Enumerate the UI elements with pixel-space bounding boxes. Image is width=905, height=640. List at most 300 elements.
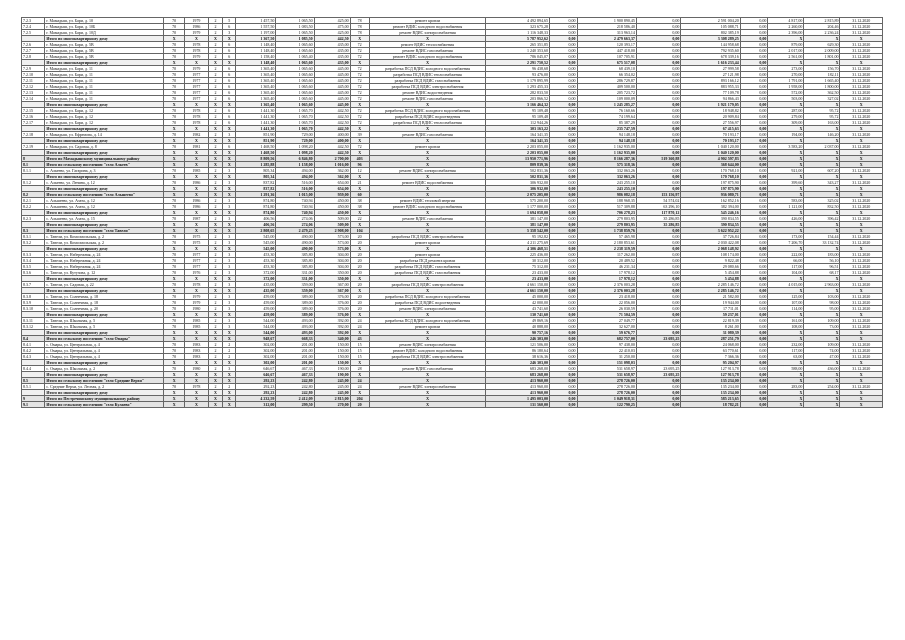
table-cell: 893 166,12 — [681, 78, 740, 84]
table-cell: 413 960,00 — [486, 384, 550, 390]
table-cell: 1986 — [185, 198, 208, 204]
table-cell: 312,00 — [236, 402, 276, 408]
table-cell: 2 — [208, 54, 223, 60]
table-cell: 283,00 — [768, 384, 804, 390]
table-cell: 475,00 — [314, 24, 350, 30]
table-cell: ремонт ВДИС водоснабжения — [369, 180, 486, 186]
table-cell: 392,00 — [314, 318, 350, 324]
table-cell: Х — [208, 36, 223, 42]
table-cell: 400,00 — [314, 132, 350, 138]
table-cell: 70 — [164, 108, 185, 114]
table-cell: 453,30 — [236, 264, 276, 270]
table-cell: 385,80 — [276, 252, 314, 258]
table-cell: 8.3.6 — [22, 270, 45, 276]
table-cell: Х — [208, 288, 223, 294]
table-cell: 15 — [350, 354, 369, 360]
table-cell: 376,00 — [314, 294, 350, 300]
table-cell: 66 354,02 — [577, 72, 636, 78]
table-cell: 7.2.16 — [22, 114, 45, 120]
table-cell: Х — [223, 162, 236, 168]
table-cell: 2 — [208, 42, 223, 48]
table-cell: 2 037,00 — [804, 144, 840, 150]
table-cell: ремонт ВДИС теплоснабжения — [369, 42, 486, 48]
table-cell: 0,00 — [549, 246, 577, 252]
table-cell: 0,00 — [636, 120, 681, 126]
table-cell: г. Мамадыш, ул. Садовая, д. 8 — [45, 144, 164, 150]
table-cell: Х — [164, 126, 185, 132]
table-cell: 197 875,90 — [681, 186, 740, 192]
table-cell: 59 676,77 — [577, 330, 636, 336]
table-cell: Итого по сельскому поселению "село Кулаево" — [45, 402, 164, 408]
table-cell: Х — [208, 378, 223, 384]
table-cell: 493,00 — [276, 330, 314, 336]
table-cell: 8.3.9 — [22, 300, 45, 306]
table-cell: 32 627,00 — [577, 324, 636, 330]
table-cell: 390 834,55 — [681, 222, 740, 228]
table-cell: 201,00 — [276, 348, 314, 354]
table-cell: 1979 — [185, 30, 208, 36]
table-cell: 0,00 — [740, 180, 768, 186]
table-cell: 60 — [350, 192, 369, 198]
table-cell: 1 040 120,00 — [681, 150, 740, 156]
table-cell: 0,00 — [740, 126, 768, 132]
table-cell: 70 — [164, 30, 185, 36]
table-cell: 0,00 — [549, 42, 577, 48]
table-cell: 54 574,02 — [636, 198, 681, 204]
table-cell: 372,00 — [236, 270, 276, 276]
table-cell: 20 — [350, 252, 369, 258]
table-cell: разработка ПСД ВДИС электроснабжения — [369, 282, 486, 288]
table-cell: Итого по сельскому поселению "село Средние Верхи" — [45, 378, 164, 384]
table-cell: 362,00 — [314, 168, 350, 174]
table-cell: 2 — [208, 282, 223, 288]
table-cell: 0,00 — [740, 240, 768, 246]
table-cell: 2 017,00 — [768, 48, 804, 54]
table-cell: Итого по многоквартирному дому — [45, 360, 164, 366]
table-cell: 31.12.2020 — [840, 84, 883, 90]
table-cell: Х — [369, 246, 486, 252]
table-cell: 740,94 — [276, 198, 314, 204]
table-cell: Итого по многоквартирному дому — [45, 276, 164, 282]
table-cell: 1 179 895,99 — [486, 78, 550, 84]
table-cell: 146,20 — [804, 132, 840, 138]
table-cell: 426,00 — [768, 216, 804, 222]
table-cell: 95 204,97 — [681, 360, 740, 366]
table-cell: 20 — [350, 258, 369, 264]
table-cell: 331,00 — [276, 276, 314, 282]
table-cell: 3 622 952,22 — [681, 228, 740, 234]
table-cell: Х — [208, 246, 223, 252]
table-cell: Х — [223, 246, 236, 252]
table-cell: 503,00 — [768, 96, 804, 102]
table-cell: 8.3.4 — [22, 258, 45, 264]
table-cell: Х — [223, 330, 236, 336]
table-cell: Х — [840, 336, 883, 342]
table-cell: 0,00 — [549, 210, 577, 216]
table-cell: Х — [208, 150, 223, 156]
table-cell: 1 365,40 — [236, 78, 276, 84]
table-cell: г. Мамадыш, ул. Бари, д. 5В — [45, 54, 164, 60]
table-cell: 1 065,60 — [276, 102, 314, 108]
table-cell: 150,00 — [314, 348, 350, 354]
table-cell: 494,00 — [276, 174, 314, 180]
table-cell: 425,00 — [314, 18, 350, 24]
table-cell: Х — [804, 360, 840, 366]
table-cell: 6 — [223, 84, 236, 90]
table-cell: 0,00 — [636, 18, 681, 24]
table-cell: 0,00 — [549, 192, 577, 198]
table-cell: 5 787 952,62 — [486, 36, 550, 42]
table-cell: 0,00 — [549, 300, 577, 306]
table-cell: 17 978,12 — [577, 270, 636, 276]
table-cell: 435,00 — [314, 42, 350, 48]
table-cell: 459,00 — [236, 300, 276, 306]
table-cell: 3 — [223, 306, 236, 312]
table-cell: 109,00 — [804, 342, 840, 348]
table-cell: 3 — [223, 204, 236, 210]
table-cell: 0,00 — [740, 348, 768, 354]
table-cell: 1977 — [185, 78, 208, 84]
table-cell: 2 — [208, 294, 223, 300]
table-cell: 2 — [208, 168, 223, 174]
table-cell: 0,00 — [636, 348, 681, 354]
table-cell: Х — [768, 186, 804, 192]
table-cell: 8.5.1 — [22, 384, 45, 390]
table-cell: 20 — [350, 306, 369, 312]
table-cell: 435,00 — [314, 54, 350, 60]
table-cell: Итого по многоквартирному дому — [45, 210, 164, 216]
table-cell: 95 109,48 — [486, 114, 550, 120]
table-cell: 362,50 — [804, 90, 840, 96]
table-cell: Х — [350, 312, 369, 318]
table-cell: 6 846,80 — [276, 156, 314, 162]
table-cell: 331,00 — [276, 270, 314, 276]
table-cell: 2 561,00 — [768, 54, 804, 60]
table-cell: 0,00 — [549, 306, 577, 312]
table-cell: 183,00 — [804, 252, 840, 258]
table-cell: 74 199,64 — [577, 114, 636, 120]
table-cell: с. Омары, ул. Центральная, д. 4 — [45, 354, 164, 360]
table-cell: 31.12.2020 — [840, 204, 883, 210]
table-cell: 3 — [223, 258, 236, 264]
table-cell: Х — [768, 336, 804, 342]
table-cell: Х — [804, 246, 840, 252]
table-cell: разработка ПСД ВДИС теплоснабжения — [369, 72, 486, 78]
table-cell: 31 250,00 — [577, 354, 636, 360]
table-cell: 125,00 — [768, 294, 804, 300]
table-cell: Итого по сельскому поселению "село Тавели" — [45, 228, 164, 234]
table-cell: 459,00 — [236, 312, 276, 318]
table-cell: 31.12.2020 — [840, 270, 883, 276]
table-cell: 453,30 — [236, 258, 276, 264]
table-cell: 0,00 — [549, 120, 577, 126]
table-cell: 31.12.2020 — [840, 144, 883, 150]
table-cell: Х — [350, 372, 369, 378]
table-cell: 245,00 — [314, 378, 350, 384]
table-cell: 72 — [350, 84, 369, 90]
table-cell: 1978 — [185, 114, 208, 120]
table-cell: 2 700,00 — [314, 156, 350, 162]
table-cell: 7.2.13 — [22, 90, 45, 96]
table-cell: 3 — [223, 294, 236, 300]
table-cell: ремонт ВДИС водоотведения — [369, 90, 486, 96]
table-cell: 70 — [164, 318, 185, 324]
table-cell: 1978 — [185, 384, 208, 390]
table-cell: 545,00 — [236, 240, 276, 246]
table-cell: 0,00 — [740, 66, 768, 72]
table-cell: Х — [164, 192, 185, 198]
table-cell: 4 492 894,65 — [486, 18, 550, 24]
table-cell: 95 109,48 — [486, 108, 550, 114]
table-cell: 1 083,50 — [276, 24, 314, 30]
table-cell: Х — [164, 102, 185, 108]
table-cell: 31.12.2020 — [840, 342, 883, 348]
table-cell: Х — [369, 60, 486, 66]
table-cell: 7.2.6 — [22, 42, 45, 48]
table-cell: 72 — [350, 108, 369, 114]
table-cell: 1 065,60 — [276, 66, 314, 72]
table-cell: 4 232,59 — [236, 396, 276, 402]
table-cell: 39 — [350, 132, 369, 138]
table-cell: Х — [223, 174, 236, 180]
table-cell: 573,00 — [314, 234, 350, 240]
table-cell: 442,50 — [314, 144, 350, 150]
table-cell: 2 479,25 — [276, 228, 314, 234]
table-cell: 0,00 — [636, 42, 681, 48]
table-cell: 0,00 — [549, 66, 577, 72]
table-cell: 1 065,60 — [276, 48, 314, 54]
table-cell: с. Тавели, ул. Набережная, д. 24 — [45, 264, 164, 270]
table-cell: 0,00 — [740, 78, 768, 84]
table-cell: ремонт ВДИС газоснабжения — [369, 96, 486, 102]
table-cell: 130 741,60 — [486, 312, 550, 318]
table-cell: 1 365,40 — [236, 90, 276, 96]
table-cell: 1979 — [185, 54, 208, 60]
table-cell: 12 — [350, 168, 369, 174]
table-cell: Х — [185, 162, 208, 168]
table-cell: 1 065,60 — [276, 60, 314, 66]
table-cell: 646,67 — [236, 366, 276, 372]
table-cell: Х — [164, 156, 185, 162]
table-cell: 2 291 750,52 — [486, 60, 550, 66]
table-cell: Х — [369, 162, 486, 168]
table-cell: 883 955,33 — [681, 84, 740, 90]
table-cell: Х — [350, 138, 369, 144]
table-cell: г. Мамадыш, ул. Бари, д. 11 — [45, 84, 164, 90]
table-cell: с. Тавели, ул. Кутузова, д. 12 — [45, 270, 164, 276]
table-cell: 1976 — [185, 270, 208, 276]
table-cell: 0,00 — [636, 324, 681, 330]
table-cell: 792 935,60 — [681, 48, 740, 54]
table-cell: Х — [223, 390, 236, 396]
table-body — [22, 18, 883, 408]
table-cell: Х — [223, 396, 236, 402]
table-cell: 1 557,50 — [236, 24, 276, 30]
table-cell: 0,00 — [636, 312, 681, 318]
table-cell: 8.4.2 — [22, 348, 45, 354]
table-cell: 2 — [208, 198, 223, 204]
table-cell: 3 — [223, 132, 236, 138]
table-cell: 0,00 — [740, 138, 768, 144]
table-cell: 1 162 935,00 — [577, 150, 636, 156]
table-cell: Х — [185, 246, 208, 252]
table-cell: 986 082,18 — [577, 192, 636, 198]
table-cell: 135 234,00 — [681, 390, 740, 396]
table-cell: с. Тавели, ул. Комсомольская, д. 2 — [45, 240, 164, 246]
table-cell: 204,46 — [804, 24, 840, 30]
table-cell: 1 065,70 — [276, 108, 314, 114]
table-cell: 0,00 — [549, 162, 577, 168]
table-cell: с. Омары, ул. Центральная, д. 4 — [45, 342, 164, 348]
table-cell: 70 — [164, 294, 185, 300]
table-cell: 7.2.4 — [22, 24, 45, 30]
table-cell: Х — [369, 378, 486, 384]
table-cell: Х — [840, 162, 883, 168]
table-cell: Х — [208, 222, 223, 228]
table-cell: 0,00 — [549, 384, 577, 390]
table-cell: 0,00 — [740, 354, 768, 360]
table-cell: 0,00 — [740, 156, 768, 162]
table-cell: Итого по многоквартирному дому — [45, 36, 164, 42]
table-cell: 70 — [164, 264, 185, 270]
table-cell: 135 234,00 — [681, 384, 740, 390]
table-cell: 340,00 — [314, 336, 350, 342]
table-cell: разработка ПСД ВДИС теплоснабжения — [369, 120, 486, 126]
table-cell: 362,00 — [314, 174, 350, 180]
table-cell: 382 394,00 — [681, 204, 740, 210]
table-cell: Х — [223, 276, 236, 282]
table-cell: 0,00 — [636, 402, 681, 408]
table-cell: 31.12.2020 — [840, 132, 883, 138]
table-cell: 0,00 — [740, 330, 768, 336]
table-cell: 9 822,48 — [681, 258, 740, 264]
table-cell: 1 365,40 — [236, 102, 276, 108]
table-cell: 246 303,00 — [486, 360, 550, 366]
table-cell: Х — [223, 60, 236, 66]
table-cell: 31.12.2020 — [840, 42, 883, 48]
table-cell: 8.2 — [22, 192, 45, 198]
table-cell: 70 — [164, 342, 185, 348]
table-cell: 8.3.8 — [22, 294, 45, 300]
table-cell: 2 — [223, 348, 236, 354]
table-cell: 45 000,00 — [486, 294, 550, 300]
table-cell: 72 — [350, 120, 369, 126]
table-cell: 7.2.12 — [22, 84, 45, 90]
table-cell: 1977 — [185, 72, 208, 78]
table-cell: 654,00 — [314, 180, 350, 186]
table-cell: 31.12.2020 — [840, 384, 883, 390]
table-cell: 832,50 — [804, 204, 840, 210]
table-cell: 413 960,00 — [486, 390, 550, 396]
table-cell: 8 809,56 — [236, 156, 276, 162]
table-cell: Х — [840, 372, 883, 378]
table-cell: 23 695,25 — [636, 372, 681, 378]
table-cell: 2 591 004,20 — [681, 18, 740, 24]
table-cell: 588,00 — [768, 366, 804, 372]
table-cell: г. Мамадыш, ул. Бари, д. 10Б — [45, 24, 164, 30]
table-cell: 38 — [350, 204, 369, 210]
table-cell: 292,23 — [236, 384, 276, 390]
table-cell: 3 583,20 — [768, 144, 804, 150]
table-cell: 1 065,70 — [276, 114, 314, 120]
table-cell: 0,00 — [636, 180, 681, 186]
table-cell: 490,00 — [276, 234, 314, 240]
table-cell: 0,00 — [549, 18, 577, 24]
table-cell: 163,00 — [804, 120, 840, 126]
table-cell: 8.3.12 — [22, 324, 45, 330]
table-cell: 292,23 — [236, 378, 276, 384]
table-cell: 1 441,30 — [236, 120, 276, 126]
table-cell: 2 — [208, 96, 223, 102]
table-cell: 242,80 — [276, 378, 314, 384]
table-cell: 0,00 — [740, 24, 768, 30]
table-cell: 2 238 319,59 — [577, 246, 636, 252]
table-cell: 8 — [22, 156, 45, 162]
table-cell: 0,00 — [636, 276, 681, 282]
table-cell: Х — [840, 360, 883, 366]
table-cell: 31.12.2020 — [840, 180, 883, 186]
table-cell: Х — [804, 102, 840, 108]
table-cell: 2 — [208, 270, 223, 276]
table-cell: 381 147,00 — [486, 216, 550, 222]
table-cell: 20 — [350, 300, 369, 306]
table-cell: 43 — [350, 336, 369, 342]
table-cell: 112 944,26 — [486, 120, 550, 126]
table-cell: 509,00 — [314, 216, 350, 222]
table-cell: 35 286,85 — [636, 216, 681, 222]
table-cell: 9.1 — [22, 402, 45, 408]
table-cell: 2 — [208, 90, 223, 96]
table-cell: 0,00 — [740, 306, 768, 312]
table-cell: 190,00 — [314, 372, 350, 378]
table-cell: 2 — [208, 216, 223, 222]
table-cell: Х — [369, 36, 486, 42]
table-cell: 6 — [223, 42, 236, 48]
table-cell: 78 — [350, 30, 369, 36]
table-cell: 0,00 — [740, 300, 768, 306]
table-cell: 323 675,28 — [486, 24, 550, 30]
table-cell: Х — [804, 156, 840, 162]
table-cell: 0,00 — [549, 198, 577, 204]
table-cell: 78 — [350, 24, 369, 30]
table-cell: 242,80 — [276, 384, 314, 390]
table-cell: Х — [369, 174, 486, 180]
table-cell: 27 999,58 — [681, 66, 740, 72]
table-cell: 31.12.2020 — [840, 54, 883, 60]
table-cell: 1977 — [185, 264, 208, 270]
table-cell: 31.12.2020 — [840, 168, 883, 174]
table-cell: 94 148,18 — [577, 132, 636, 138]
table-cell: 31.12.2020 — [840, 366, 883, 372]
table-cell: Х — [164, 186, 185, 192]
table-cell: Х — [185, 330, 208, 336]
table-cell: Х — [840, 390, 883, 396]
table-cell: Х — [223, 288, 236, 294]
table-cell: 575 318,36 — [577, 162, 636, 168]
table-cell: 72 — [350, 42, 369, 48]
table-cell: 1 085,50 — [276, 36, 314, 42]
table-cell: 279 803,95 — [577, 222, 636, 228]
table-cell: Х — [164, 60, 185, 66]
table-cell: разработка ПСД ВДИС холодного водоснабжения — [369, 318, 486, 324]
table-cell: 494,00 — [276, 168, 314, 174]
table-cell: 0,00 — [740, 18, 768, 24]
table-cell: 243 255,10 — [577, 186, 636, 192]
table-cell: Х — [768, 156, 804, 162]
table-cell: 1 197,00 — [236, 30, 276, 36]
table-cell: Итого по сельскому поселению "село Алкеев" — [45, 162, 164, 168]
table-cell: 675 517,08 — [577, 60, 636, 66]
